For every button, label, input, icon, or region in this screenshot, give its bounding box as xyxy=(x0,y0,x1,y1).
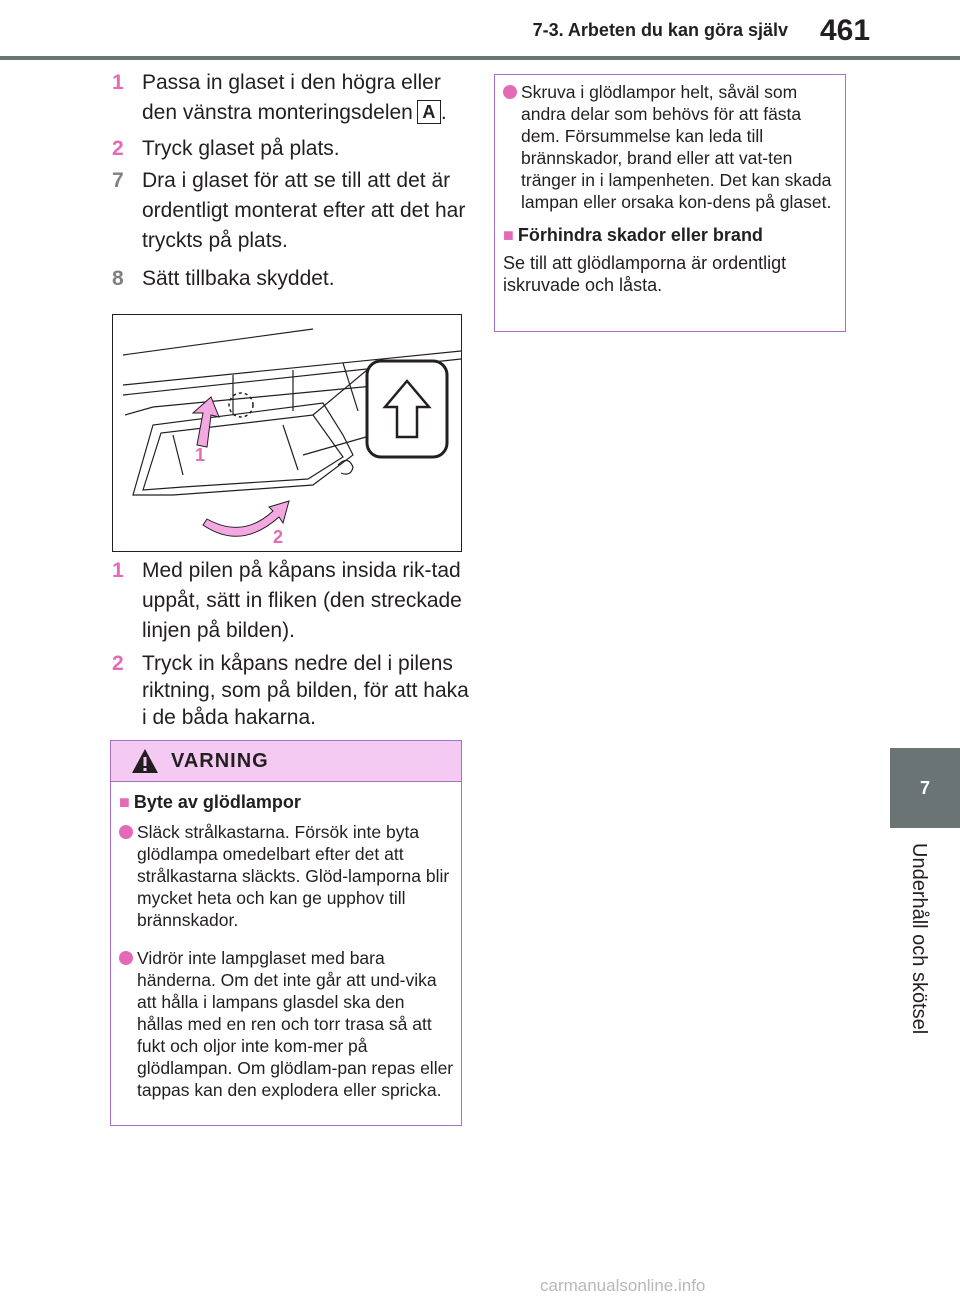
header-rule xyxy=(0,56,960,60)
bullet-dot-icon xyxy=(503,85,517,99)
illustration-svg xyxy=(113,315,461,551)
step-text-tail: . xyxy=(440,101,447,124)
reference-box: A xyxy=(417,100,441,124)
step-text: Tryck glaset på plats. xyxy=(142,137,340,160)
step-item xyxy=(112,556,472,646)
warning-bullet-text: Skruva i glödlampor helt, såväl som andra delar som behövs för att fästa dem. Försummelse kan leda till brännskador, brand eller att vat-ten tränger in i lampenheten. Det kan skada lampan eller orsaka kon-dens på glaset. xyxy=(521,82,832,212)
warning-subhead-text: Förhindra skador eller brand xyxy=(517,225,763,245)
warning-continued-box xyxy=(494,74,846,332)
step-item xyxy=(112,166,472,256)
step-number: 1 xyxy=(112,559,124,582)
step-number: 2 xyxy=(112,652,124,675)
step-number: 8 xyxy=(112,267,124,290)
step-number: 2 xyxy=(112,137,124,160)
warning-triangle-icon xyxy=(131,748,159,774)
callout-2: 2 xyxy=(273,527,284,547)
warning-paragraph: Se till att glödlamporna är ordentligt iskruvade och låsta. xyxy=(503,253,787,295)
warning-bullet xyxy=(119,821,455,931)
step-text: Dra i glaset för att se till att det är ordentligt monterat efter att det har tryckts på plats. xyxy=(142,169,466,252)
square-bullet-icon: ■ xyxy=(119,792,130,812)
warning-title: VARNING xyxy=(171,749,269,772)
step-number: 7 xyxy=(112,169,124,192)
up-arrow-icon xyxy=(193,397,219,447)
step-number: 1 xyxy=(112,71,124,94)
step-text: Tryck in kåpans nedre del i pilens riktning, som på bilden, för att haka i de båda hakarna. xyxy=(142,652,469,729)
step-text: Passa in glaset i den högra eller den vänstra monteringsdelen xyxy=(142,71,441,124)
chapter-tab-number: 7 xyxy=(919,777,930,798)
warning-box xyxy=(110,740,462,1126)
warning-bullet-text: Släck strålkastarna. Försök inte byta glödlampa omedelbart efter det att strålkastarna släckts. Glöd-lamporna blir mycket heta och kan ge upphov till brännskador. xyxy=(137,822,450,930)
step-item xyxy=(112,650,472,731)
steps-bottom xyxy=(112,556,472,731)
warning-bullet xyxy=(503,81,839,213)
steps-top xyxy=(112,68,472,294)
warning-bullet xyxy=(119,947,455,1101)
page-number: 461 xyxy=(820,14,871,47)
headlamp-cover-illustration xyxy=(112,314,462,552)
bullet-dot-icon xyxy=(119,825,133,839)
step-text: Med pilen på kåpans insida rik-tad uppåt, sätt in fliken (den streckade linjen på bilden). xyxy=(142,559,462,642)
warning-subhead xyxy=(503,225,839,246)
warning-subhead xyxy=(119,792,455,813)
warning-bullet-text: Vidrör inte lampglaset med bara händerna. Om det inte går att und-vika att hålla i lampans glasdel ska den hållas med en ren och torr trasa så att fukt och oljor inte kom-mer på glödlampan. Om glödlam-pan repas eller tappas kan den explodera eller spricka. xyxy=(137,948,454,1100)
chapter-tab[interactable] xyxy=(890,748,960,828)
step-item xyxy=(112,134,472,164)
step-item xyxy=(112,264,472,294)
square-bullet-icon: ■ xyxy=(503,225,514,245)
warning-header xyxy=(111,741,461,782)
step-item xyxy=(112,68,472,128)
chapter-title: Underhåll och skötsel xyxy=(908,843,930,1035)
section-title: 7-3. Arbeten du kan göra själv xyxy=(532,20,788,40)
step-text: Sätt tillbaka skyddet. xyxy=(142,267,335,290)
bullet-dot-icon xyxy=(119,951,133,965)
watermark: carmanualsonline.info xyxy=(540,1276,706,1295)
warning-subhead-text: Byte av glödlampor xyxy=(133,792,301,812)
callout-1: 1 xyxy=(195,445,206,465)
